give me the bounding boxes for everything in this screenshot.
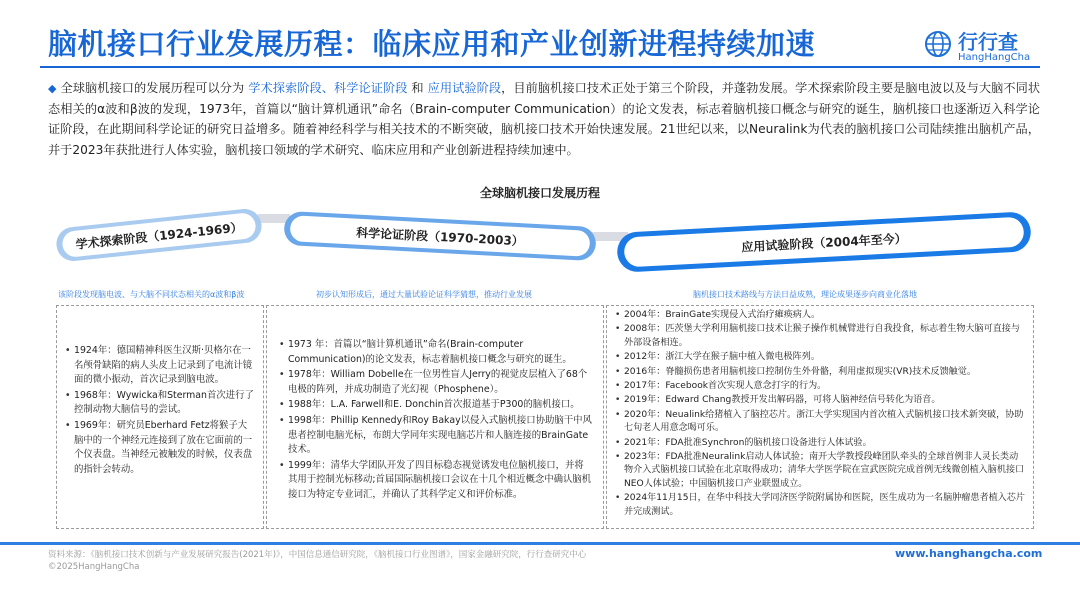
copyright-note: ©2025HangHangCha [48, 562, 140, 572]
stage-events-box [56, 305, 264, 529]
intro-highlight-1: 学术探索阶段、科学论证阶段 [248, 81, 408, 95]
event-item: • 2019年：Edward Chang教授开发出解码器，可将人脑神经信号转化为语音。 [615, 394, 1027, 407]
footer-divider [0, 542, 1080, 545]
event-item: • 1969年：研究员Eberhard Fetz将猴子大脑中的一个神经元连接到了放在它面前的一个仪表盘。当神经元被触发的时候，仪表盘的指针会转动。 [65, 419, 255, 477]
diamond-bullet-icon: ◆ [48, 82, 57, 95]
intro-text-3: ，目前脑机接口技术正处于第三个阶段，并蓬勃发展。学术探索阶段主要是脑电波以及与大脑不同状态相关的α波和β波的发现，1973年，首篇以“脑计算机通讯”命名（Brain-computer Communication）的论文发表，标志着脑机接口概念与研究的诞生，脑机接口也逐渐迈入科学论证阶段，在此期间科学论证的研究日益增多。随着神经科学与相关技术的不断突破，脑机接口技术开始快速发展。21世纪以来，以Neuralink为代表的脑机接口公司陆续推出脑机产品，并于2023年获批进行人体实验，脑机接口领域的学术研究、临床应用和产业创新进程持续加速中。 [48, 81, 1041, 157]
event-item: • 1968年：Wywicka和Sterman首次进行了控制动物大脑信号的尝试。 [65, 389, 255, 418]
event-item: • 2008年：匹茨堡大学利用脑机接口技术让猴子操作机械臂进行自我投食，标志着生物大脑可直接与外部设备相连。 [615, 323, 1027, 350]
event-item: • 2023年：FDA批准Neuralink启动人体试验；南开大学教授段峰团队牵头的全球首例非人灵长类动物介入式脑机接口试验在北京取得成功；清华大学医学院在宣武医院完成首例无线微创植入脑机接口NEO人体试验；中国脑机接口产业联盟成立。 [615, 451, 1027, 491]
event-item: • 2012年：浙江大学在猴子脑中植入微电极阵列。 [615, 351, 1027, 364]
event-item: • 1973 年：首篇以“脑计算机通讯”命名(Brain-computer Communication)的论文发表，标志着脑机接口概念与研究的诞生。 [279, 338, 593, 367]
stage-pill-application-trial [616, 211, 1032, 273]
stage-label: 学术探索阶段（1924-1969） [74, 219, 244, 252]
event-item: • 1998年：Phillip Kennedy和Roy Bakay以侵入式脑机接口协助脑干中风患者控制电脑光标，布朗大学同年实现电脑芯片和人脑连接的BrainGate技术。 [279, 414, 593, 458]
stage-caption: 该阶段发现脑电波、与大脑不同状态相关的α波和β波 [58, 290, 245, 299]
stage-caption: 脑机接口技术路线与方法日益成熟，理论成果逐步向商业化落地 [693, 290, 917, 299]
stage-caption: 初步认知形成后，通过大量试验论证科学猜想，推动行业发展 [316, 290, 532, 299]
logo-name: 行行查 [958, 30, 1018, 54]
stage-pill-academic-exploration [55, 207, 263, 262]
source-note: 资料来源：《脑机接口技术创新与产业发展研究报告(2021年)》，中国信息通信研究院，《脑机接口行业图谱》，国家金融研究院，行行查研究中心 [48, 550, 587, 560]
event-item: • 2016年：脊髓损伤患者用脑机接口控制仿生外骨骼，利用虚拟现实(VR)技术反馈触觉。 [615, 366, 1027, 379]
event-item: • 1988年：L.A. Farwell和E. Donchin首次报道基于P300的脑机接口。 [279, 398, 593, 413]
event-item: • 2017年：Facebook首次实现人意念打字的行为。 [615, 380, 1027, 393]
stage-label: 应用试验阶段（2004年至今） [741, 231, 907, 254]
event-item: • 2004年：BrainGate实现侵入式治疗瘫痪病人。 [615, 309, 1027, 322]
logo-domain: HangHangCha [958, 52, 1031, 63]
intro-text-1: 全球脑机接口的发展历程可以分为 [60, 81, 249, 95]
event-list [279, 338, 593, 504]
event-item: • 1999年：清华大学团队开发了四目标稳态视觉诱发电位脑机接口，并将其用于控制光标移动;首届国际脑机接口会议在十几个相近概念中确认脑机接口为特定专业词汇，并确认了其科学定义和评价标准。 [279, 459, 593, 503]
stage-label: 科学论证阶段（1970-2003） [355, 225, 525, 248]
event-item: • 2021年：FDA批准Synchron的脑机接口设备进行人体试验。 [615, 437, 1027, 450]
intro-paragraph [48, 78, 1040, 160]
timeline-title: 全球脑机接口发展历程 [479, 186, 600, 200]
event-item: • 1978年：William Dobelle在一位男性盲人Jerry的视觉皮层植入了68个电极的阵列，并成功制造了光幻视（Phosphene）。 [279, 368, 593, 397]
globe-logo-icon [924, 30, 952, 58]
event-list [65, 344, 255, 478]
event-item: • 1924年：德国精神科医生汉斯·贝格尔在一名颅骨缺陷的病人头皮上记录到了电流计镜面的微小振动，首次记录到脑电波。 [65, 344, 255, 388]
brand-logo [924, 26, 1044, 66]
stage-pill-scientific-demonstration [283, 211, 596, 261]
page-title: 脑机接口行业发展历程：临床应用和产业创新进程持续加速 [48, 27, 816, 61]
event-item: • 2024年11月15日，在华中科技大学同济医学院附属协和医院，医生成功为一名脑肿瘤患者植入芯片并完成测试。 [615, 492, 1027, 519]
intro-text-2: 和 [407, 81, 428, 95]
intro-highlight-2: 应用试验阶段 [427, 81, 502, 95]
event-list [615, 309, 1027, 520]
stage-events-box [606, 305, 1034, 529]
website-link[interactable]: www.hanghangcha.com [895, 547, 1043, 560]
event-item: • 2020年：Neualink给猪植入了脑控芯片。浙江大学实现国内首次植入式脑机接口技术新突破，协助七旬老人用意念喝可乐。 [615, 409, 1027, 436]
stage-events-box [266, 305, 604, 529]
header-divider [40, 66, 1040, 68]
